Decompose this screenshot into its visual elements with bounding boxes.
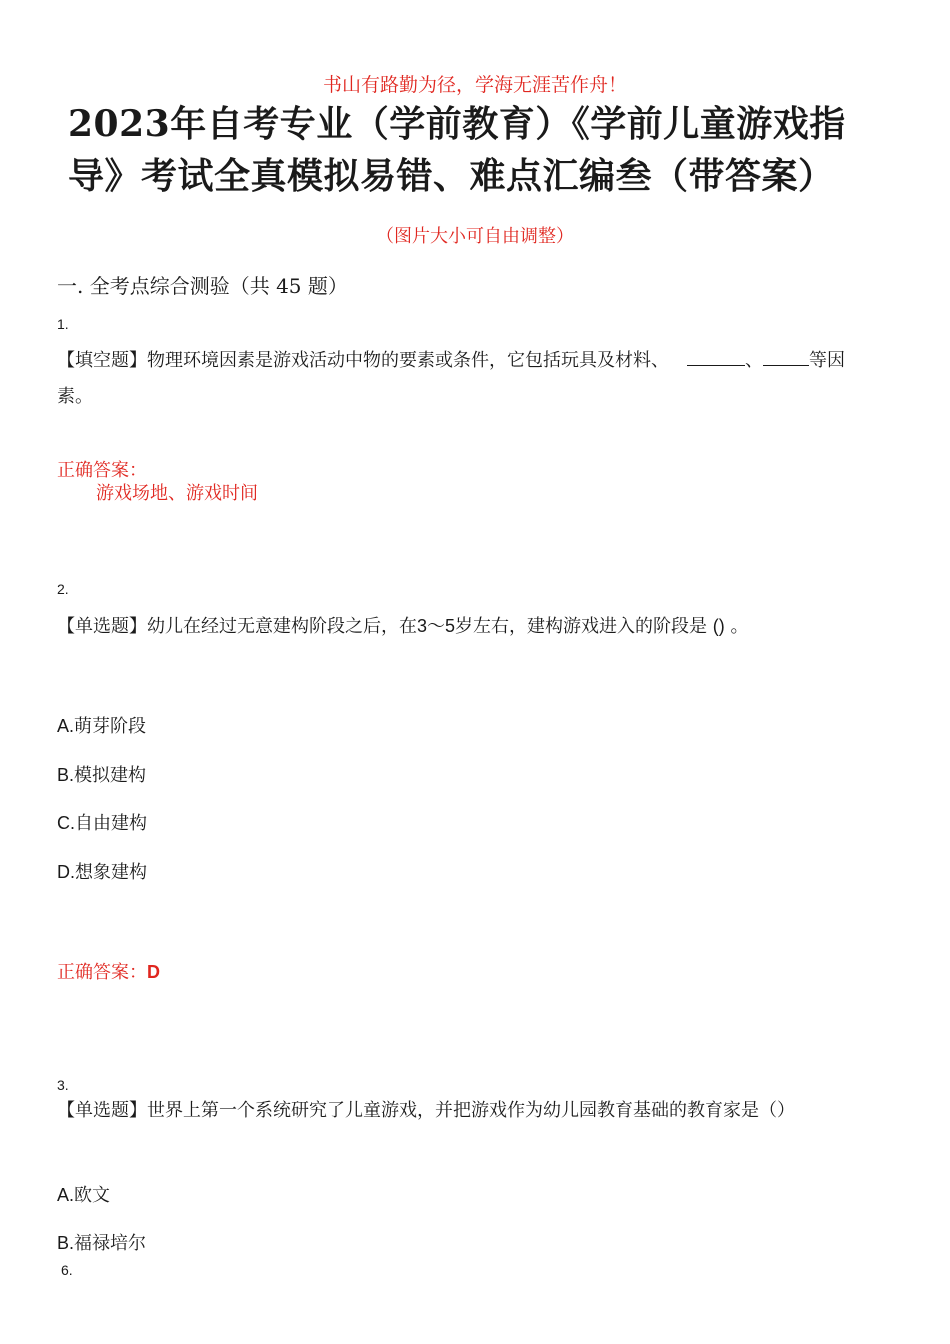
question-stem xyxy=(57,612,749,638)
question-number: 1. xyxy=(57,316,69,332)
question-stem-wrap: 素。 xyxy=(57,386,93,407)
answer-value: D xyxy=(147,962,160,982)
motto: 书山有路勤为径，学海无涯苦作舟！ xyxy=(322,74,627,96)
question-number: 2. xyxy=(57,581,69,597)
question-stem: 【单选题】世界上第一个系统研究了儿童游戏，并把游戏作为幼儿园教育基础的教育家是（） xyxy=(57,1100,795,1121)
option-b xyxy=(57,1229,146,1255)
option-letter: A. xyxy=(57,1185,75,1205)
stray-number: 6. xyxy=(61,1262,73,1278)
option-a xyxy=(57,1181,110,1207)
option-letter: A. xyxy=(57,716,75,736)
option-a xyxy=(57,712,146,738)
stem-text: 岁左右，建构游戏进入的阶段是 xyxy=(455,616,708,637)
option-letter: D. xyxy=(57,862,75,882)
option-letter: B. xyxy=(57,1233,75,1253)
option-text: 想象建构 xyxy=(75,862,147,883)
option-letter: C. xyxy=(57,813,75,833)
age-range: 3～5 xyxy=(417,616,456,636)
stem-text: 等因 xyxy=(809,350,845,371)
option-c xyxy=(57,809,147,835)
image-size-note: （图片大小可自由调整） xyxy=(376,226,574,247)
answer-row xyxy=(57,958,160,984)
fill-blank xyxy=(763,351,809,366)
option-text: 萌芽阶段 xyxy=(74,716,147,737)
question-stem xyxy=(57,346,845,372)
answer-paren: () xyxy=(712,616,725,636)
answer-label: 正确答案： xyxy=(57,460,147,481)
fill-blank xyxy=(687,351,745,366)
option-text: 福禄培尔 xyxy=(74,1233,147,1254)
option-text: 欧文 xyxy=(74,1185,111,1206)
page-title-line-2: 导》考试全真模拟易错、难点汇编叁（带答案） xyxy=(68,155,835,197)
option-b xyxy=(57,761,146,787)
question-number: 3. xyxy=(57,1077,69,1093)
page-title-line-1: 2023年自考专业（学前教育）《学前儿童游戏指 xyxy=(68,103,846,145)
stem-end: 。 xyxy=(730,616,749,637)
section-title: 一. 全考点综合测验（共 45 题） xyxy=(57,274,348,298)
option-letter: B. xyxy=(57,765,75,785)
stem-text: 【填空题】物理环境因素是游戏活动中物的要素或条件，它包括玩具及材料、 xyxy=(57,350,669,371)
stem-text: 【单选题】幼儿在经过无意建构阶段之后，在 xyxy=(57,616,417,637)
option-d xyxy=(57,858,147,884)
option-text: 模拟建构 xyxy=(74,765,147,786)
answer-text: 游戏场地、游戏时间 xyxy=(96,483,258,504)
option-text: 自由建构 xyxy=(75,813,147,834)
blank-separator: 、 xyxy=(745,350,763,371)
answer-label: 正确答案： xyxy=(57,962,147,983)
